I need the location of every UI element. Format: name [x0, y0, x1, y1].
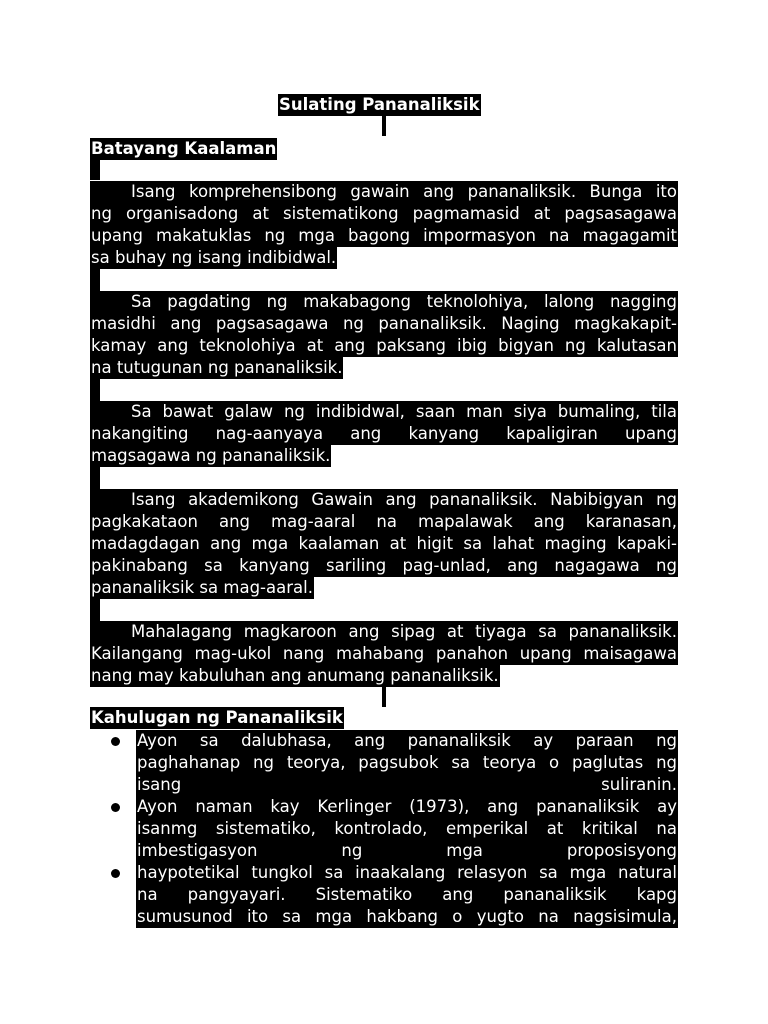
- paragraph-indent-highlight: [90, 489, 130, 511]
- paragraph-line: sa buhay ng isang indibidwal.: [91, 248, 337, 267]
- paragraph-line: pakinabang sa kanyang sariling pag-unlad, ang nagagawa ng: [91, 556, 677, 575]
- list-item-line: Ayon sa dalubhasa, ang pananaliksik ay paraan ng: [137, 731, 677, 750]
- section-heading: Kahulugan ng Pananaliksik: [91, 708, 343, 727]
- paragraph-line: Sa pagdating ng makabagong teknolohiya, lalong nagging: [131, 292, 677, 311]
- paragraph-line: magsagawa ng pananaliksik.: [91, 446, 331, 465]
- paragraph-line: na tutugunan ng pananaliksik.: [91, 358, 343, 377]
- list-item-line: Ayon naman kay Kerlinger (1973), ang pananaliksik ay: [137, 797, 677, 816]
- paragraph-line: Mahalagang magkaroon ang sipag at tiyaga sa pananaliksik.: [131, 622, 677, 641]
- highlight-connector: [90, 160, 100, 180]
- list-item-line: haypotetikal tungkol sa inaakalang relasyon sa mga natural: [137, 863, 677, 882]
- paragraph-line: upang makatuklas ng mga bagong impormasyon na magagamit: [91, 226, 677, 245]
- paragraph-line: nakangiting nag-aanyaya ang kanyang kapaligiran upang: [91, 424, 677, 443]
- paragraph-indent-highlight: [90, 291, 130, 313]
- highlight-connector: [90, 269, 100, 291]
- paragraph-line: pananaliksik sa mag-aaral.: [91, 578, 313, 597]
- bullet-icon: [111, 803, 120, 812]
- highlight-connector: [90, 379, 100, 401]
- list-item-line: isanmg sistematiko, kontrolado, emperikal at kritikal na: [137, 819, 677, 838]
- paragraph-line: ng organisadong at sistematikong pagmamasid at pagsasagawa: [91, 204, 677, 223]
- highlight-connector: [90, 467, 100, 489]
- paragraph-line: Kailangang mag-ukol nang mahabang panahon upang maisagawa: [91, 644, 677, 663]
- paragraph-line: Isang akademikong Gawain ang pananaliksik. Nabibigyan ng: [131, 490, 677, 509]
- paragraph-line: madagdagan ang mga kaalaman at higit sa lahat maging kapaki-: [91, 534, 677, 553]
- list-item-line: sumusunod ito sa mga hakbang o yugto na nagsisimula,: [137, 907, 677, 926]
- paragraph-indent-highlight: [90, 401, 130, 423]
- list-item-line: isang suliranin.: [137, 775, 677, 794]
- highlight-connector: [382, 687, 386, 707]
- paragraph-line: masidhi ang pagsasagawa ng pananaliksik. Naging magkakapit-: [91, 314, 677, 333]
- paragraph-line: Sa bawat galaw ng indibidwal, saan man siya bumaling, tila: [131, 402, 677, 421]
- list-item-line: imbestigasyon ng mga proposisyong: [137, 841, 677, 860]
- bullet-icon: [111, 869, 120, 878]
- bullet-icon: [111, 737, 120, 746]
- paragraph-indent-highlight: [90, 621, 130, 643]
- paragraph-line: nang may kabuluhan ang anumang pananaliksik.: [91, 666, 499, 685]
- list-item-line: na pangyayari. Sistematiko ang pananaliksik kapg: [137, 885, 677, 904]
- highlight-connector: [90, 599, 100, 621]
- section-heading: Batayang Kaalaman: [91, 139, 277, 158]
- paragraph-line: pagkakataon ang mag-aaral na mapalawak ang karanasan,: [91, 512, 677, 531]
- document-title: Sulating Pananaliksik: [279, 95, 480, 114]
- paragraph-line: Isang komprehensibong gawain ang pananaliksik. Bunga ito: [131, 182, 677, 201]
- highlight-connector: [382, 116, 386, 136]
- list-item-line: paghahanap ng teorya, pagsubok sa teorya o paglutas ng: [137, 753, 677, 772]
- paragraph-indent-highlight: [90, 181, 130, 203]
- paragraph-line: kamay ang teknolohiya at ang paksang ibig bigyan ng kalutasan: [91, 336, 677, 355]
